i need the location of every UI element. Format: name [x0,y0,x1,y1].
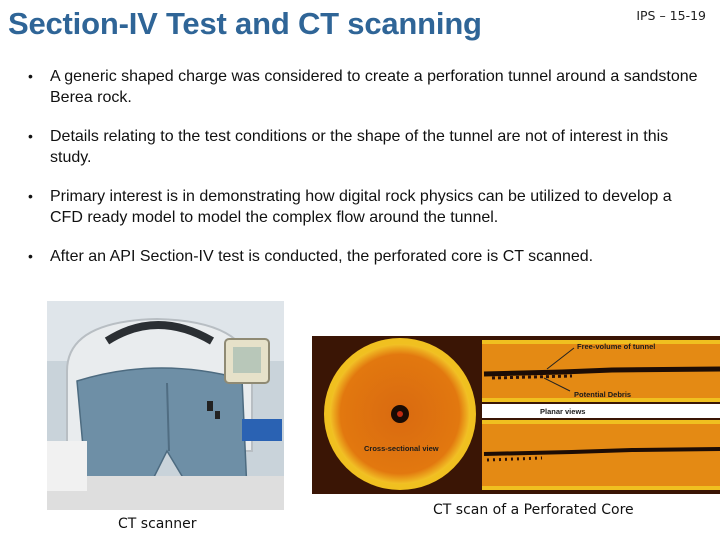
slide-title: Section-IV Test and CT scanning [8,6,482,41]
ct-scanner-photo [47,301,284,510]
ct-caption: CT scan of a Perforated Core [433,502,634,518]
ct-scan-illustration [312,336,720,494]
ct-scanner-illustration [47,301,284,510]
ct-label-cross-section: Cross-sectional view [364,444,439,453]
ct-label-planar: Planar views [540,407,586,416]
ct-label-debris: Potential Debris [574,390,632,399]
slide-id: IPS – 15-19 [636,8,706,23]
bullet-item: • Primary interest is in demonstrating how digital rock physics can be utilized to develop a CFD ready model to model the complex flow around the tunnel. [28,186,708,228]
bullet-item: • A generic shaped charge was considered to create a perforation tunnel around a sandstone Berea rock. [28,66,708,108]
scanner-caption: CT scanner [118,516,197,532]
bullet-item: • After an API Section-IV test is conducted, the perforated core is CT scanned. [28,246,708,267]
bullet-item: • Details relating to the test conditions or the shape of the tunnel are not of interest in this study. [28,126,708,168]
bullet-list [28,66,708,267]
ct-scan-image [312,336,720,494]
ct-label-free-volume: Free-volume of tunnel [577,342,656,351]
